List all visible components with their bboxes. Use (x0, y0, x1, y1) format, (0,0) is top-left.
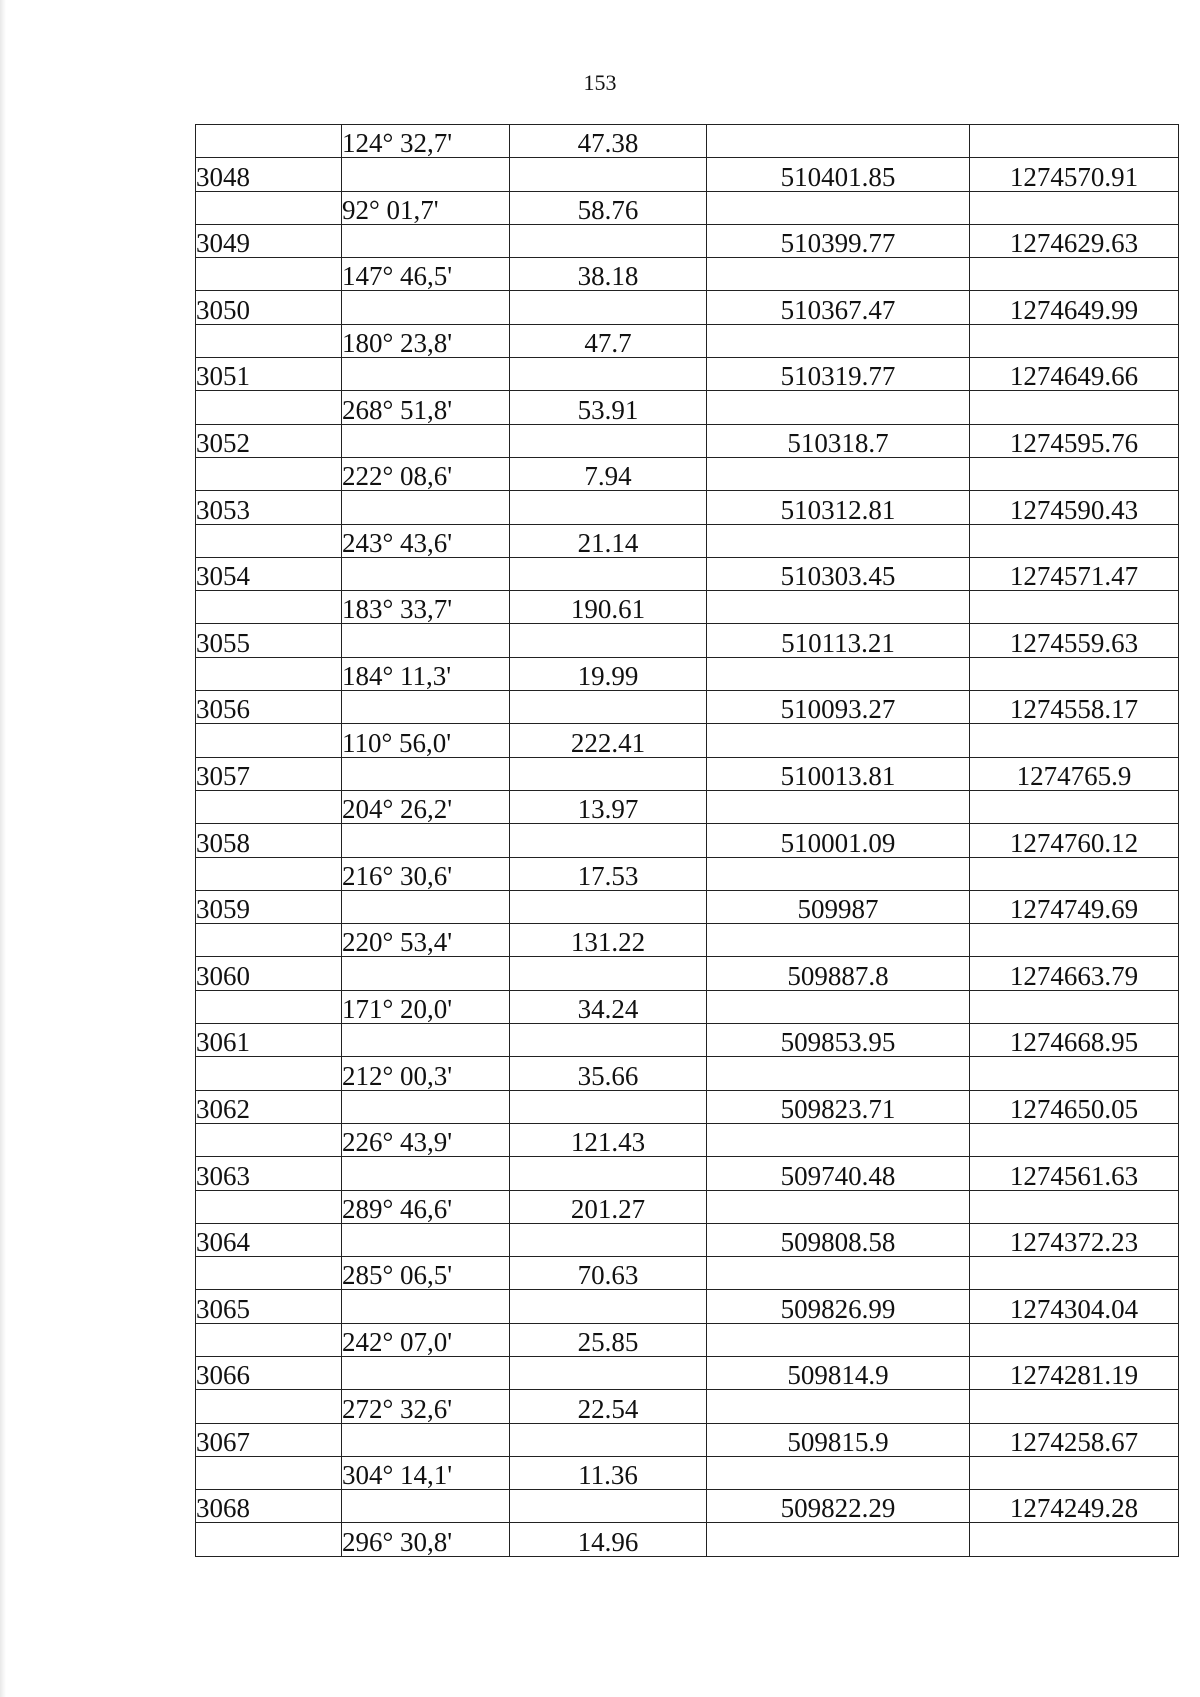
y-coordinate-cell: 1274304.04 (970, 1290, 1179, 1323)
x-coordinate-cell (707, 1456, 970, 1489)
direction-angle-cell (342, 757, 510, 790)
distance-cell (510, 158, 707, 191)
distance-cell: 190.61 (510, 591, 707, 624)
direction-angle-cell: 110° 56,0' (342, 724, 510, 757)
table-row (196, 391, 1179, 424)
distance-cell (510, 1024, 707, 1057)
table-row (196, 957, 1179, 990)
point-number-cell: 3068 (196, 1490, 342, 1523)
direction-angle-cell (342, 557, 510, 590)
table-row (196, 1223, 1179, 1256)
direction-angle-cell: 242° 07,0' (342, 1323, 510, 1356)
table-row (196, 224, 1179, 257)
y-coordinate-cell: 1274372.23 (970, 1223, 1179, 1256)
direction-angle-cell (342, 1490, 510, 1523)
x-coordinate-cell (707, 1123, 970, 1156)
distance-cell (510, 624, 707, 657)
table-row (196, 291, 1179, 324)
table-row (196, 1490, 1179, 1523)
distance-cell: 47.7 (510, 324, 707, 357)
distance-cell (510, 358, 707, 391)
direction-angle-cell: 296° 30,8' (342, 1523, 510, 1556)
y-coordinate-cell (970, 524, 1179, 557)
direction-angle-cell (342, 1090, 510, 1123)
y-coordinate-cell (970, 1390, 1179, 1423)
y-coordinate-cell (970, 790, 1179, 823)
point-number-cell: 3054 (196, 557, 342, 590)
point-number-cell: 3051 (196, 358, 342, 391)
distance-cell (510, 1423, 707, 1456)
table-row (196, 624, 1179, 657)
distance-cell: 21.14 (510, 524, 707, 557)
y-coordinate-cell (970, 857, 1179, 890)
point-number-cell: 3048 (196, 158, 342, 191)
table-row (196, 1523, 1179, 1556)
point-number-cell: 3066 (196, 1356, 342, 1389)
direction-angle-cell: 212° 00,3' (342, 1057, 510, 1090)
table-row (196, 258, 1179, 291)
point-number-cell: 3058 (196, 824, 342, 857)
distance-cell: 38.18 (510, 258, 707, 291)
distance-cell (510, 424, 707, 457)
y-coordinate-cell (970, 125, 1179, 158)
point-number-cell: 3064 (196, 1223, 342, 1256)
point-number-cell (196, 1057, 342, 1090)
y-coordinate-cell (970, 1057, 1179, 1090)
point-number-cell: 3060 (196, 957, 342, 990)
table-row (196, 524, 1179, 557)
table-row (196, 158, 1179, 191)
point-number-cell (196, 324, 342, 357)
y-coordinate-cell: 1274258.67 (970, 1423, 1179, 1456)
table-row (196, 1423, 1179, 1456)
direction-angle-cell (342, 691, 510, 724)
y-coordinate-cell: 1274668.95 (970, 1024, 1179, 1057)
y-coordinate-cell: 1274649.99 (970, 291, 1179, 324)
distance-cell: 47.38 (510, 125, 707, 158)
x-coordinate-cell: 509814.9 (707, 1356, 970, 1389)
direction-angle-cell (342, 1024, 510, 1057)
y-coordinate-cell: 1274559.63 (970, 624, 1179, 657)
direction-angle-cell: 183° 33,7' (342, 591, 510, 624)
table-row (196, 990, 1179, 1023)
y-coordinate-cell (970, 258, 1179, 291)
x-coordinate-cell: 510367.47 (707, 291, 970, 324)
direction-angle-cell: 147° 46,5' (342, 258, 510, 291)
table-row (196, 591, 1179, 624)
table-row (196, 491, 1179, 524)
x-coordinate-cell (707, 1523, 970, 1556)
distance-cell: 131.22 (510, 924, 707, 957)
x-coordinate-cell (707, 457, 970, 490)
distance-cell (510, 957, 707, 990)
y-coordinate-cell (970, 457, 1179, 490)
y-coordinate-cell: 1274629.63 (970, 224, 1179, 257)
y-coordinate-cell: 1274590.43 (970, 491, 1179, 524)
distance-cell: 58.76 (510, 191, 707, 224)
distance-cell (510, 1223, 707, 1256)
x-coordinate-cell: 509987 (707, 890, 970, 923)
point-number-cell (196, 657, 342, 690)
x-coordinate-cell (707, 1057, 970, 1090)
x-coordinate-cell (707, 990, 970, 1023)
point-number-cell (196, 924, 342, 957)
distance-cell: 70.63 (510, 1257, 707, 1290)
x-coordinate-cell (707, 924, 970, 957)
x-coordinate-cell: 509887.8 (707, 957, 970, 990)
point-number-cell: 3067 (196, 1423, 342, 1456)
distance-cell: 11.36 (510, 1456, 707, 1489)
table-row (196, 1090, 1179, 1123)
distance-cell (510, 757, 707, 790)
point-number-cell (196, 1257, 342, 1290)
x-coordinate-cell: 510113.21 (707, 624, 970, 657)
y-coordinate-cell: 1274650.05 (970, 1090, 1179, 1123)
distance-cell: 7.94 (510, 457, 707, 490)
direction-angle-cell: 289° 46,6' (342, 1190, 510, 1223)
x-coordinate-cell: 510303.45 (707, 557, 970, 590)
distance-cell (510, 1157, 707, 1190)
direction-angle-cell (342, 890, 510, 923)
y-coordinate-cell: 1274571.47 (970, 557, 1179, 590)
y-coordinate-cell: 1274570.91 (970, 158, 1179, 191)
distance-cell (510, 691, 707, 724)
distance-cell (510, 1490, 707, 1523)
direction-angle-cell: 184° 11,3' (342, 657, 510, 690)
y-coordinate-cell: 1274765.9 (970, 757, 1179, 790)
direction-angle-cell (342, 824, 510, 857)
coordinates-table-body (196, 125, 1179, 1557)
point-number-cell (196, 790, 342, 823)
distance-cell (510, 1356, 707, 1389)
y-coordinate-cell: 1274760.12 (970, 824, 1179, 857)
direction-angle-cell: 272° 32,6' (342, 1390, 510, 1423)
y-coordinate-cell (970, 924, 1179, 957)
distance-cell (510, 224, 707, 257)
point-number-cell: 3049 (196, 224, 342, 257)
point-number-cell (196, 591, 342, 624)
scan-edge-shadow (0, 0, 6, 1697)
y-coordinate-cell: 1274595.76 (970, 424, 1179, 457)
table-row (196, 1257, 1179, 1290)
table-row (196, 424, 1179, 457)
x-coordinate-cell: 510401.85 (707, 158, 970, 191)
y-coordinate-cell (970, 1523, 1179, 1556)
y-coordinate-cell: 1274558.17 (970, 691, 1179, 724)
direction-angle-cell: 304° 14,1' (342, 1456, 510, 1489)
x-coordinate-cell: 510319.77 (707, 358, 970, 391)
direction-angle-cell: 92° 01,7' (342, 191, 510, 224)
x-coordinate-cell: 509808.58 (707, 1223, 970, 1256)
y-coordinate-cell (970, 724, 1179, 757)
distance-cell (510, 824, 707, 857)
direction-angle-cell (342, 624, 510, 657)
x-coordinate-cell (707, 790, 970, 823)
x-coordinate-cell (707, 1190, 970, 1223)
x-coordinate-cell: 510399.77 (707, 224, 970, 257)
direction-angle-cell: 285° 06,5' (342, 1257, 510, 1290)
distance-cell (510, 291, 707, 324)
direction-angle-cell: 124° 32,7' (342, 125, 510, 158)
table-row (196, 1323, 1179, 1356)
table-row (196, 1190, 1179, 1223)
table-row (196, 924, 1179, 957)
point-number-cell (196, 724, 342, 757)
distance-cell: 22.54 (510, 1390, 707, 1423)
point-number-cell: 3063 (196, 1157, 342, 1190)
table-row (196, 457, 1179, 490)
distance-cell (510, 491, 707, 524)
x-coordinate-cell (707, 1390, 970, 1423)
x-coordinate-cell: 509822.29 (707, 1490, 970, 1523)
point-number-cell (196, 990, 342, 1023)
point-number-cell (196, 258, 342, 291)
table-row (196, 824, 1179, 857)
x-coordinate-cell (707, 258, 970, 291)
x-coordinate-cell (707, 591, 970, 624)
x-coordinate-cell (707, 1323, 970, 1356)
y-coordinate-cell (970, 1456, 1179, 1489)
point-number-cell (196, 857, 342, 890)
table-row (196, 1290, 1179, 1323)
point-number-cell (196, 1456, 342, 1489)
table-row (196, 890, 1179, 923)
table-row (196, 757, 1179, 790)
x-coordinate-cell: 509740.48 (707, 1157, 970, 1190)
table-row (196, 125, 1179, 158)
point-number-cell: 3057 (196, 757, 342, 790)
x-coordinate-cell: 510013.81 (707, 757, 970, 790)
direction-angle-cell: 226° 43,9' (342, 1123, 510, 1156)
point-number-cell: 3062 (196, 1090, 342, 1123)
point-number-cell (196, 191, 342, 224)
table-row (196, 857, 1179, 890)
distance-cell: 53.91 (510, 391, 707, 424)
point-number-cell: 3061 (196, 1024, 342, 1057)
table-row (196, 1356, 1179, 1389)
y-coordinate-cell: 1274663.79 (970, 957, 1179, 990)
x-coordinate-cell: 509853.95 (707, 1024, 970, 1057)
direction-angle-cell (342, 1223, 510, 1256)
direction-angle-cell: 171° 20,0' (342, 990, 510, 1023)
distance-cell: 19.99 (510, 657, 707, 690)
point-number-cell: 3056 (196, 691, 342, 724)
x-coordinate-cell (707, 724, 970, 757)
point-number-cell: 3065 (196, 1290, 342, 1323)
direction-angle-cell (342, 1157, 510, 1190)
point-number-cell (196, 1323, 342, 1356)
direction-angle-cell (342, 224, 510, 257)
direction-angle-cell: 216° 30,6' (342, 857, 510, 890)
distance-cell (510, 1090, 707, 1123)
table-row (196, 691, 1179, 724)
table-row (196, 1390, 1179, 1423)
direction-angle-cell (342, 424, 510, 457)
direction-angle-cell (342, 358, 510, 391)
direction-angle-cell (342, 957, 510, 990)
point-number-cell (196, 1523, 342, 1556)
distance-cell: 17.53 (510, 857, 707, 890)
point-number-cell (196, 1390, 342, 1423)
point-number-cell (196, 1123, 342, 1156)
y-coordinate-cell: 1274649.66 (970, 358, 1179, 391)
y-coordinate-cell (970, 191, 1179, 224)
point-number-cell: 3053 (196, 491, 342, 524)
direction-angle-cell (342, 1290, 510, 1323)
direction-angle-cell: 220° 53,4' (342, 924, 510, 957)
distance-cell: 222.41 (510, 724, 707, 757)
x-coordinate-cell: 510093.27 (707, 691, 970, 724)
table-row (196, 1157, 1179, 1190)
table-row (196, 657, 1179, 690)
point-number-cell (196, 391, 342, 424)
distance-cell: 35.66 (510, 1057, 707, 1090)
y-coordinate-cell (970, 591, 1179, 624)
distance-cell: 201.27 (510, 1190, 707, 1223)
x-coordinate-cell (707, 391, 970, 424)
table-row (196, 191, 1179, 224)
point-number-cell: 3052 (196, 424, 342, 457)
point-number-cell: 3050 (196, 291, 342, 324)
direction-angle-cell (342, 1356, 510, 1389)
y-coordinate-cell (970, 1123, 1179, 1156)
table-row (196, 557, 1179, 590)
y-coordinate-cell (970, 990, 1179, 1023)
direction-angle-cell: 180° 23,8' (342, 324, 510, 357)
direction-angle-cell (342, 158, 510, 191)
y-coordinate-cell (970, 1257, 1179, 1290)
x-coordinate-cell: 509815.9 (707, 1423, 970, 1456)
distance-cell: 121.43 (510, 1123, 707, 1156)
direction-angle-cell: 268° 51,8' (342, 391, 510, 424)
distance-cell: 25.85 (510, 1323, 707, 1356)
table-row (196, 724, 1179, 757)
table-row (196, 324, 1179, 357)
x-coordinate-cell (707, 191, 970, 224)
y-coordinate-cell (970, 1323, 1179, 1356)
direction-angle-cell: 243° 43,6' (342, 524, 510, 557)
y-coordinate-cell: 1274749.69 (970, 890, 1179, 923)
point-number-cell (196, 524, 342, 557)
x-coordinate-cell (707, 1257, 970, 1290)
table-row (196, 1123, 1179, 1156)
distance-cell: 34.24 (510, 990, 707, 1023)
y-coordinate-cell (970, 324, 1179, 357)
y-coordinate-cell (970, 1190, 1179, 1223)
point-number-cell (196, 457, 342, 490)
x-coordinate-cell: 510312.81 (707, 491, 970, 524)
direction-angle-cell: 222° 08,6' (342, 457, 510, 490)
direction-angle-cell (342, 1423, 510, 1456)
y-coordinate-cell: 1274249.28 (970, 1490, 1179, 1523)
table-row (196, 358, 1179, 391)
page-number: 153 (583, 70, 617, 95)
distance-cell: 14.96 (510, 1523, 707, 1556)
x-coordinate-cell: 510318.7 (707, 424, 970, 457)
point-number-cell (196, 125, 342, 158)
x-coordinate-cell: 509823.71 (707, 1090, 970, 1123)
point-number-cell (196, 1190, 342, 1223)
x-coordinate-cell (707, 857, 970, 890)
table-row (196, 790, 1179, 823)
y-coordinate-cell: 1274281.19 (970, 1356, 1179, 1389)
table-row (196, 1024, 1179, 1057)
distance-cell: 13.97 (510, 790, 707, 823)
x-coordinate-cell (707, 324, 970, 357)
x-coordinate-cell (707, 524, 970, 557)
x-coordinate-cell: 509826.99 (707, 1290, 970, 1323)
y-coordinate-cell: 1274561.63 (970, 1157, 1179, 1190)
x-coordinate-cell (707, 125, 970, 158)
point-number-cell: 3059 (196, 890, 342, 923)
y-coordinate-cell (970, 657, 1179, 690)
direction-angle-cell: 204° 26,2' (342, 790, 510, 823)
coordinates-table (195, 124, 1179, 1557)
table-row (196, 1456, 1179, 1489)
distance-cell (510, 557, 707, 590)
table-row (196, 1057, 1179, 1090)
x-coordinate-cell: 510001.09 (707, 824, 970, 857)
direction-angle-cell (342, 291, 510, 324)
x-coordinate-cell (707, 657, 970, 690)
distance-cell (510, 1290, 707, 1323)
direction-angle-cell (342, 491, 510, 524)
distance-cell (510, 890, 707, 923)
point-number-cell: 3055 (196, 624, 342, 657)
y-coordinate-cell (970, 391, 1179, 424)
